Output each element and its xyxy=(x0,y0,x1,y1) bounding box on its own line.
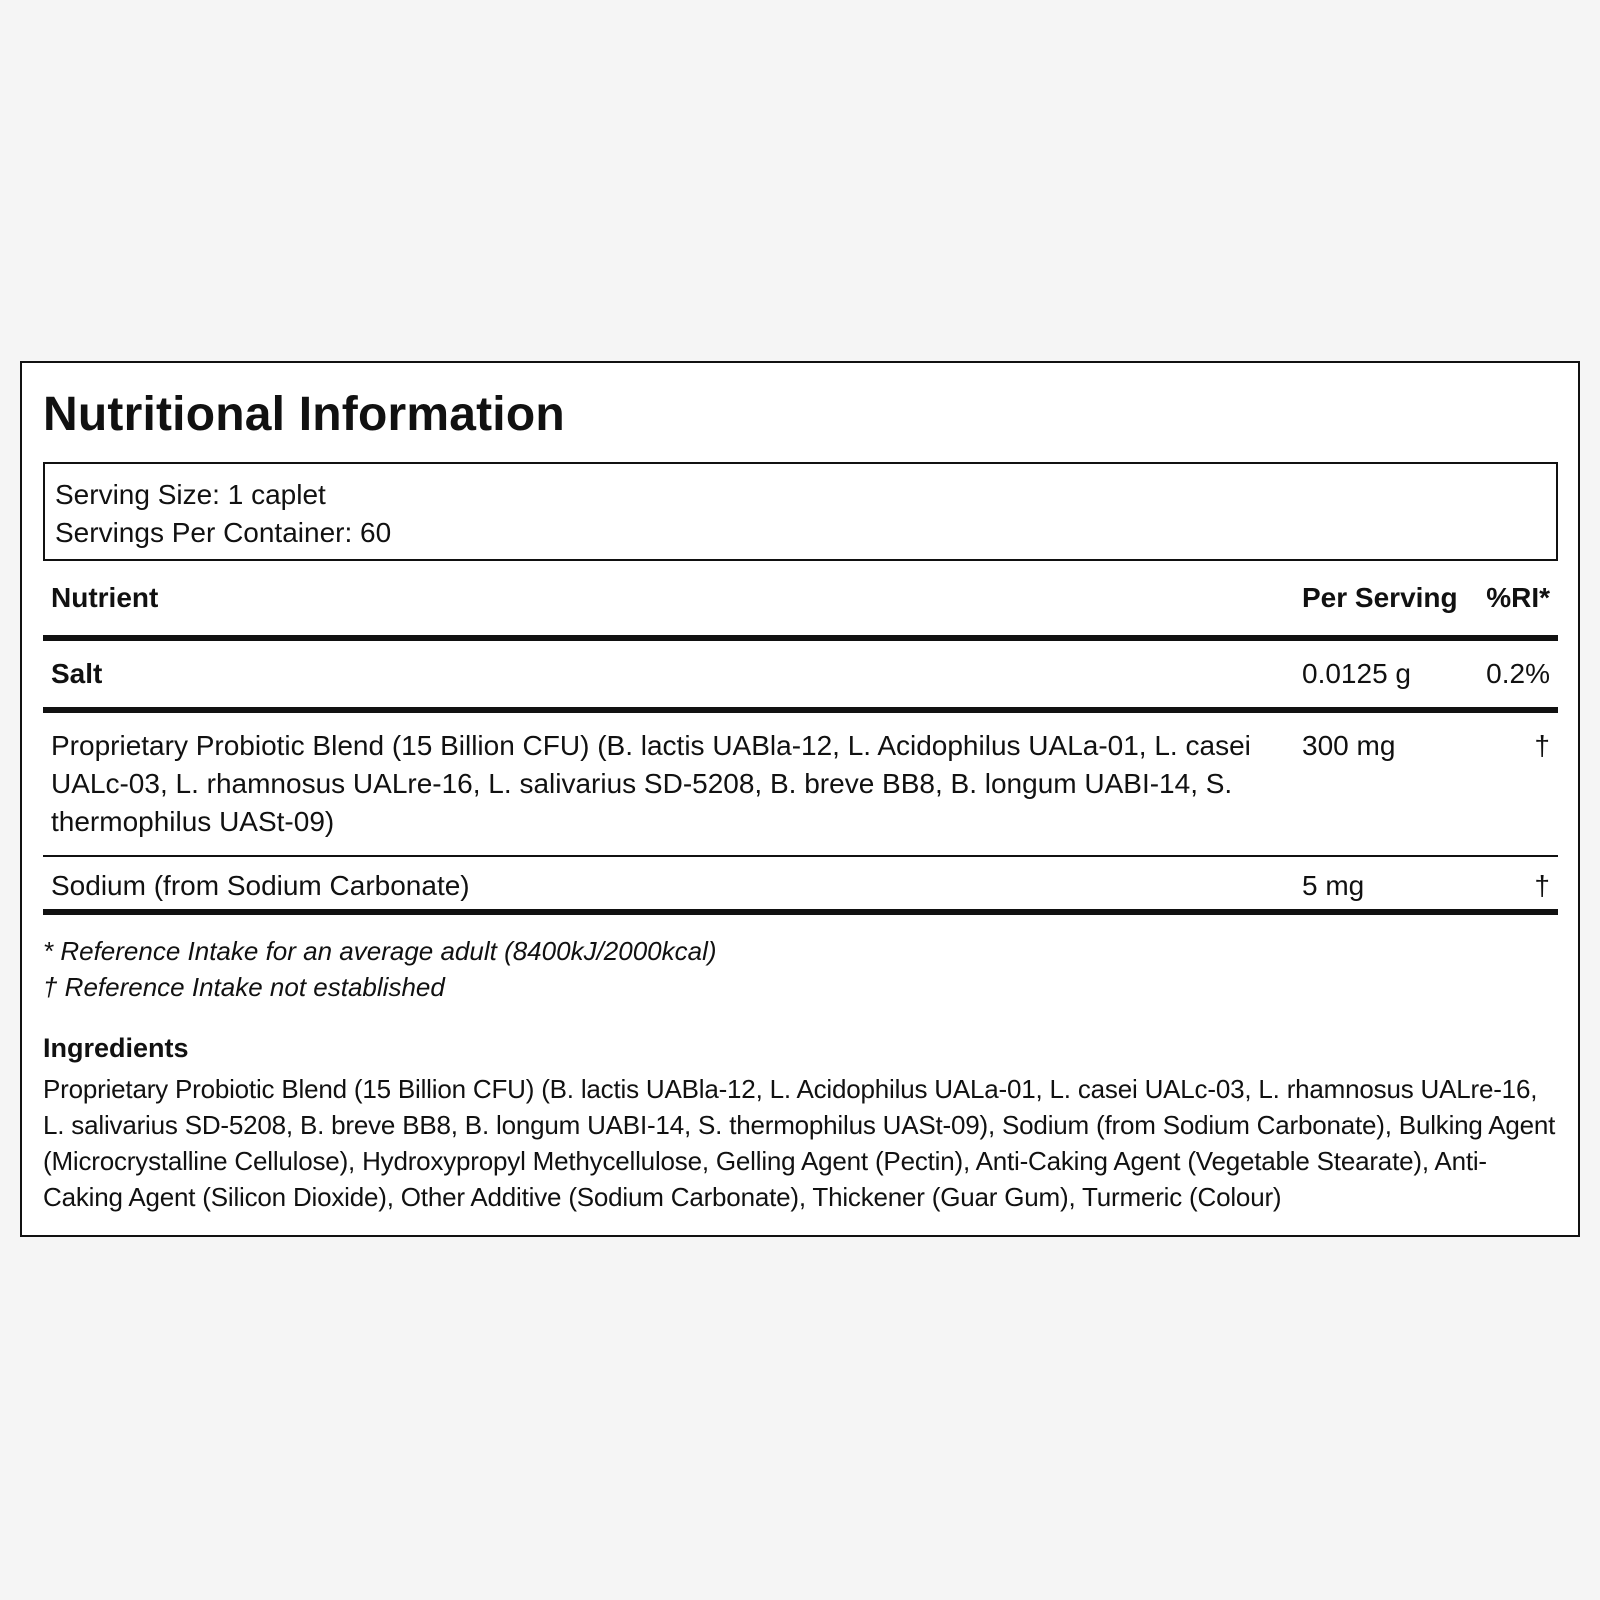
nutrition-label xyxy=(20,361,1580,1237)
header-ri: %RI* xyxy=(1486,582,1550,613)
label-title: Nutritional Information xyxy=(43,388,565,441)
nutrient-name: Sodium (from Sodium Carbonate) xyxy=(51,870,470,901)
nutrient-table xyxy=(43,581,1558,915)
nutrient-per-serving: 0.0125 g xyxy=(1302,658,1411,689)
nutrient-ri: 0.2% xyxy=(1486,658,1550,689)
ingredients-list: Proprietary Probiotic Blend (15 Billion CFU) (B. lactis UABla-12, L. Acidophilus UALa-01, L. casei UALc-03, L. rhamnosus UALre-16, L. salivarius SD-5208, B. breve BB8, B. longum UABI-14, S. thermophilus UASt-09), Sodium (from Sodium Carbonate), Bulking Agent (Microcrystalline Cellulose), Hydroxypropyl Methycellulose, Gelling Agent (Pectin), Anti-Caking Agent (Vegetable Stearate), Anti-Caking Agent (Silicon Dioxide), Other Additive (Sodium Carbonate), Thickener (Guar Gum), Turmeric (Colour) xyxy=(43,1074,1556,1212)
footnote-reference-intake: * Reference Intake for an average adult (8400kJ/2000kcal) xyxy=(43,936,717,966)
serving-size: Serving Size: 1 caplet xyxy=(55,479,326,510)
header-nutrient: Nutrient xyxy=(51,582,159,613)
nutrient-ri: † xyxy=(1534,730,1550,761)
nutrient-name: Salt xyxy=(51,658,103,689)
table-row xyxy=(43,641,1558,713)
ingredients-heading: Ingredients xyxy=(43,1033,189,1063)
nutrient-per-serving: 300 mg xyxy=(1302,730,1396,761)
footnote-not-established: † Reference Intake not established xyxy=(43,972,445,1002)
serving-info-box xyxy=(43,462,1558,561)
table-row xyxy=(43,713,1558,857)
footnotes xyxy=(43,933,717,1005)
header-per-serving: Per Serving xyxy=(1302,582,1458,613)
table-header-row xyxy=(43,581,1558,641)
nutrient-ri: † xyxy=(1534,870,1550,901)
table-row xyxy=(43,857,1558,915)
servings-per-container: Servings Per Container: 60 xyxy=(55,517,392,548)
nutrient-per-serving: 5 mg xyxy=(1302,870,1365,901)
nutrient-name: Proprietary Probiotic Blend (15 Billion CFU) (B. lactis UABla-12, L. Acidophilus UALa-01, L. casei UALc-03, L. rhamnosus UALre-16, L. salivarius SD-5208, B. breve BB8, B. longum UABI-14, S. thermophilus UASt-09) xyxy=(51,730,1251,837)
